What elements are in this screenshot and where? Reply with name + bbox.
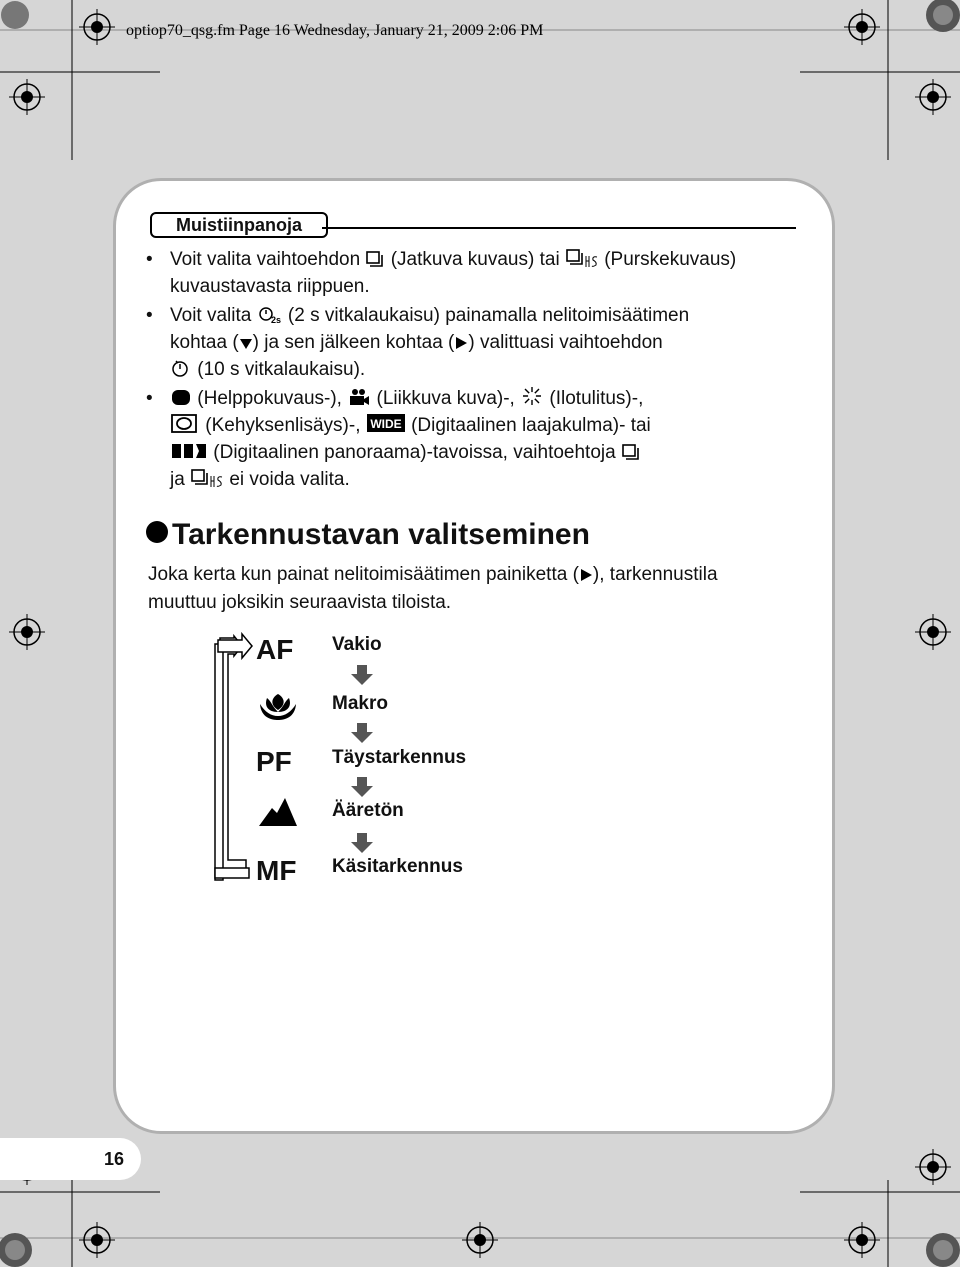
burst-shooting-icon (565, 248, 599, 268)
focus-mf-symbol: MF (256, 855, 297, 886)
bullet-dot-icon (146, 521, 168, 543)
digital-wide-icon-text: WIDE (370, 417, 402, 431)
down-arrow-icon (350, 664, 374, 686)
down-arrow-icon (239, 335, 253, 351)
right-arrow-icon (579, 567, 593, 583)
burst-shooting-icon (190, 468, 224, 488)
focus-mode-label: Käsitarkennus (332, 856, 463, 877)
page-number: 16 (0, 1138, 141, 1180)
focus-mode-label: Vakio (332, 634, 382, 655)
right-arrow-icon (454, 335, 468, 351)
self-timer-10s-icon (170, 358, 192, 378)
notes-list (146, 246, 806, 495)
down-arrow-icon (350, 776, 374, 798)
down-arrow-icon (350, 832, 374, 854)
section-title: Tarkennustavan valitseminen (146, 518, 590, 552)
note-item: • (Helppokuvaus-), (Liikkuva kuva)-, (Ilotulitus)-, (Kehyksenlisäys)-, WIDE (Digitaalinen laajakulma)- tai (Digitaalinen panoraama)-tavoissa, vaihtoehtoja ja ei voida valita. (146, 385, 806, 493)
continuous-shooting-icon (621, 443, 641, 461)
focus-mode-label: Täystarkennus (332, 747, 467, 768)
digital-wide-icon (366, 412, 406, 434)
focus-pf-symbol: PF (256, 746, 292, 777)
svg-text:2s: 2s (270, 315, 281, 324)
notes-rule (322, 227, 796, 229)
macro-flower-icon (258, 690, 298, 724)
focus-mode-label: Ääretön (332, 800, 404, 821)
easy-mode-icon (170, 387, 192, 407)
note-item: • Voit valita vaihtoehdon (Jatkuva kuvaus) tai (Purskekuvaus) kuvaustavasta riippuen. (146, 249, 737, 297)
notes-title: Muistiinpanoja (150, 212, 328, 238)
movie-icon (347, 387, 371, 407)
frame-composite-icon (170, 412, 200, 434)
focus-mode-label: Makro (332, 693, 388, 714)
continuous-shooting-icon (365, 250, 385, 268)
focus-af-symbol: AF (256, 634, 294, 665)
self-timer-2s-icon (257, 304, 283, 324)
print-header: optiop70_qsg.fm Page 16 Wednesday, January 21, 2009 2:06 PM (126, 22, 544, 39)
notes-heading (150, 212, 796, 240)
fireworks-icon (520, 385, 544, 407)
down-arrow-icon (350, 722, 374, 744)
cycle-bracket (212, 628, 256, 884)
mountain-icon (258, 796, 298, 828)
section-intro: Joka kerta kun painat nelitoimisäätimen painiketta ( ), tarkennustila muuttuu joksikin seuraavista tiloista. (148, 564, 718, 613)
digital-panorama-icon (170, 441, 208, 461)
note-item: • Voit valita 2s (2 s vitkalaukaisu) painamalla nelitoimisäätimen kohtaa ( ) ja sen jälkeen kohtaa ( ) valittuasi vaihtoehdon (10 s vitkalaukaisu). (146, 305, 690, 380)
